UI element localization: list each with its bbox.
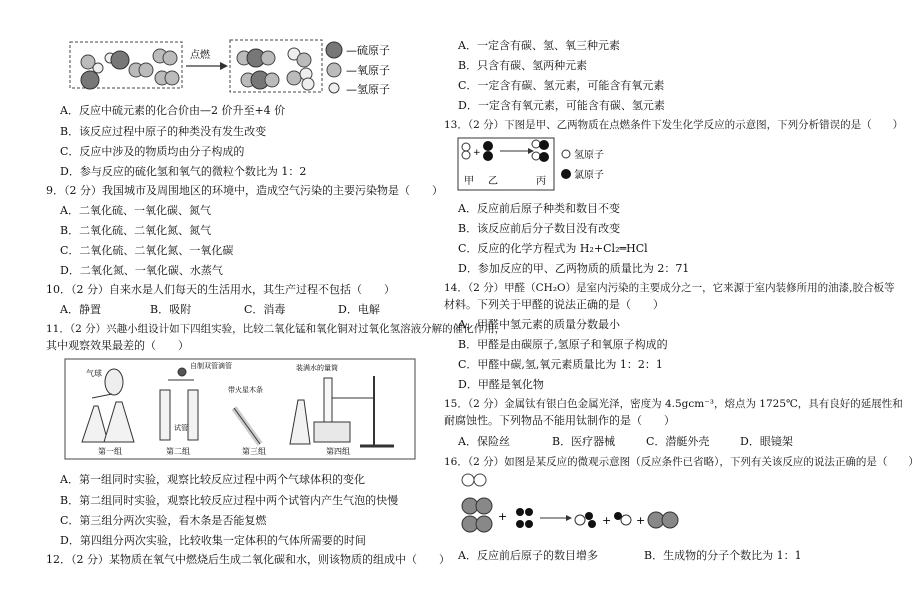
q13-legend-chlorine: 氯原子 (574, 170, 604, 181)
q14-stem-line2: 材料。下列关于甲醛的说法正确的是（ ） (444, 298, 664, 311)
splint-label: 带火星木条 (228, 386, 263, 394)
q12-option-c: C．一定含有碳、氢元素，可能含有氧元素 (458, 79, 665, 92)
balloon-label: 气球 (86, 369, 102, 378)
q14-option-d: D．甲醛是氧化物 (458, 378, 544, 391)
q8-option-c: C．反应中涉及的物质均由分子构成的 (60, 145, 245, 158)
svg-text:+: + (498, 510, 508, 523)
q10-option-d: D．电解 (338, 303, 380, 316)
q16-option-b: B．生成物的分子个数比为 1：1 (644, 549, 802, 562)
group-1-label: 第一组 (98, 447, 122, 456)
chlorine-atom-icon (561, 169, 571, 179)
svg-text:+: + (602, 514, 612, 527)
sulfur-atom-icon (326, 42, 342, 58)
q13-option-d: D．参加反应的甲、乙两物质的质量比为 2：71 (458, 262, 690, 275)
q9-option-d: D．二氧化氮、一氧化碳、水蒸气 (60, 264, 223, 277)
balloon-icon (105, 369, 123, 395)
q8-option-a: A．反应中硫元素的化合价由—2 价升至+4 价 (60, 104, 286, 117)
q8-legend-sulfur: —硫原子 (346, 44, 390, 57)
q11-option-b: B．第二组同时实验，观察比较反应过程中两个试管内产生气泡的快慢 (60, 494, 399, 507)
cylinder-label: 装满水的量筒 (296, 364, 338, 372)
q8-legend-hydrogen: —氢原子 (346, 83, 390, 96)
q12-stem: 12．（2 分）某物质在氧气中燃烧后生成二氧化碳和水，则该物质的组成中（ ） (46, 553, 450, 566)
q13-option-a: A．反应前后原子种类和数目不变 (458, 202, 620, 215)
group-3-label: 第三组 (242, 447, 266, 456)
q11-stem-line2: 其中观察效果最差的（ ） (46, 339, 189, 352)
q13-option-c: C．反应的化学方程式为 H₂+Cl₂═HCl (458, 242, 648, 255)
q13-legend-hydrogen: 氢原子 (574, 150, 604, 161)
q13-label-bing: 丙 (536, 176, 546, 187)
q15-stem-line1: 15．（2 分）金属钛有银白色金属光泽，密度为 4.5gcm⁻³，熔点为 1725℃，具有良好的延展性和 (444, 398, 903, 410)
q16-reaction-figure (456, 472, 696, 542)
q8-legend-oxygen: —氧原子 (346, 64, 390, 77)
q16-stem: 16．（2 分）如图是某反应的微观示意图（反应条件已省略），下列有关该反应的说法正确的是（ ） (444, 456, 919, 468)
q16-option-a: A．反应前后原子的数目增多 (458, 549, 598, 562)
oxygen-atom-icon (327, 63, 341, 77)
q15-stem-line2: 耐腐蚀性。下列物品不能用钛制作的是（ ） (444, 414, 675, 427)
group-2-label: 第二组 (166, 447, 190, 456)
q9-option-c: C．二氧化硫、二氧化氮、一氧化碳 (60, 244, 234, 257)
q9-option-a: A．二氧化硫、一氧化碳、氮气 (60, 204, 211, 217)
q14-stem-line1: 14．（2 分）甲醛（CH₂O）是室内污染的主要成分之一，它来源于室内装修所用的油漆,胶合板等 (444, 282, 895, 294)
q15-option-d: D．眼镜架 (740, 435, 793, 448)
q11-stem-line1: 11．（2 分）兴趣小组设计如下四组实验，比较二氧化锰和氧化铜对过氧化氢溶液分解的催化作用， (46, 323, 506, 335)
q8-option-d: D．参与反应的硫化氢和氧气的微粒个数比为 1：2 (60, 165, 307, 178)
q14-option-c: C．甲醛中碳,氢,氧元素质量比为 1：2：1 (458, 358, 663, 371)
q14-option-a: A．甲醛中氢元素的质量分数最小 (458, 318, 620, 331)
q15-option-a: A．保险丝 (458, 435, 510, 448)
hydrogen-atom-icon (562, 150, 570, 158)
q15-option-c: C．潜艇外壳 (646, 435, 710, 448)
dropper-label: 自制双管滴管 (190, 362, 232, 370)
group-4-label: 第四组 (326, 447, 350, 456)
q14-option-b: B．甲醛是由碳原子,氢原子和氧原子构成的 (458, 338, 668, 351)
q13-reaction-figure (456, 136, 626, 192)
q11-apparatus-figure (64, 358, 416, 460)
svg-text:+: + (636, 514, 646, 527)
q10-option-c: C．消毒 (244, 303, 286, 316)
q13-label-jia: 甲 (464, 176, 474, 187)
q11-option-c: C．第三组分两次实验，看木条是否能复燃 (60, 514, 267, 527)
q15-option-b: B．医疗器械 (552, 435, 616, 448)
q9-stem: 9．（2 分）我国城市及周围地区的环境中，造成空气污染的主要污染物是（ ） (46, 184, 443, 197)
q12-option-a: A．一定含有碳、氢、氧三种元素 (458, 39, 620, 52)
hydrogen-atom-icon (329, 83, 339, 93)
svg-text:+: + (473, 148, 481, 158)
q12-option-b: B．只含有碳、氢两种元素 (458, 59, 588, 72)
q13-stem: 13．（2 分）下图是甲、乙两物质在点燃条件下发生化学反应的示意图，下列分析错误的是（ ） (444, 119, 904, 131)
q11-option-d: D．第四组分两次实验，比较收集一定体积的气体所需要的时间 (60, 534, 366, 547)
q10-option-b: B．吸附 (150, 303, 192, 316)
q13-option-b: B．该反应前后分子数目没有改变 (458, 222, 621, 235)
q10-option-a: A．静置 (60, 303, 101, 316)
test-tube-label: 试管 (174, 424, 188, 432)
q11-option-a: A．第一组同时实验，观察比较反应过程中两个气球体积的变化 (60, 473, 365, 486)
q9-option-b: B．二氧化硫、二氧化氮、氮气 (60, 224, 212, 237)
q10-stem: 10．（2 分）自来水是人们每天的生活用水，其生产过程不包括（ ） (46, 283, 395, 296)
q8-reaction-figure (68, 36, 418, 100)
q8-option-b: B．该反应过程中原子的种类没有发生改变 (60, 125, 267, 138)
q12-option-d: D．一定含有氧元素，可能含有碳、氢元素 (458, 99, 665, 112)
q13-label-yi: 乙 (488, 176, 498, 187)
q8-arrow-label: 点燃 (190, 50, 210, 61)
